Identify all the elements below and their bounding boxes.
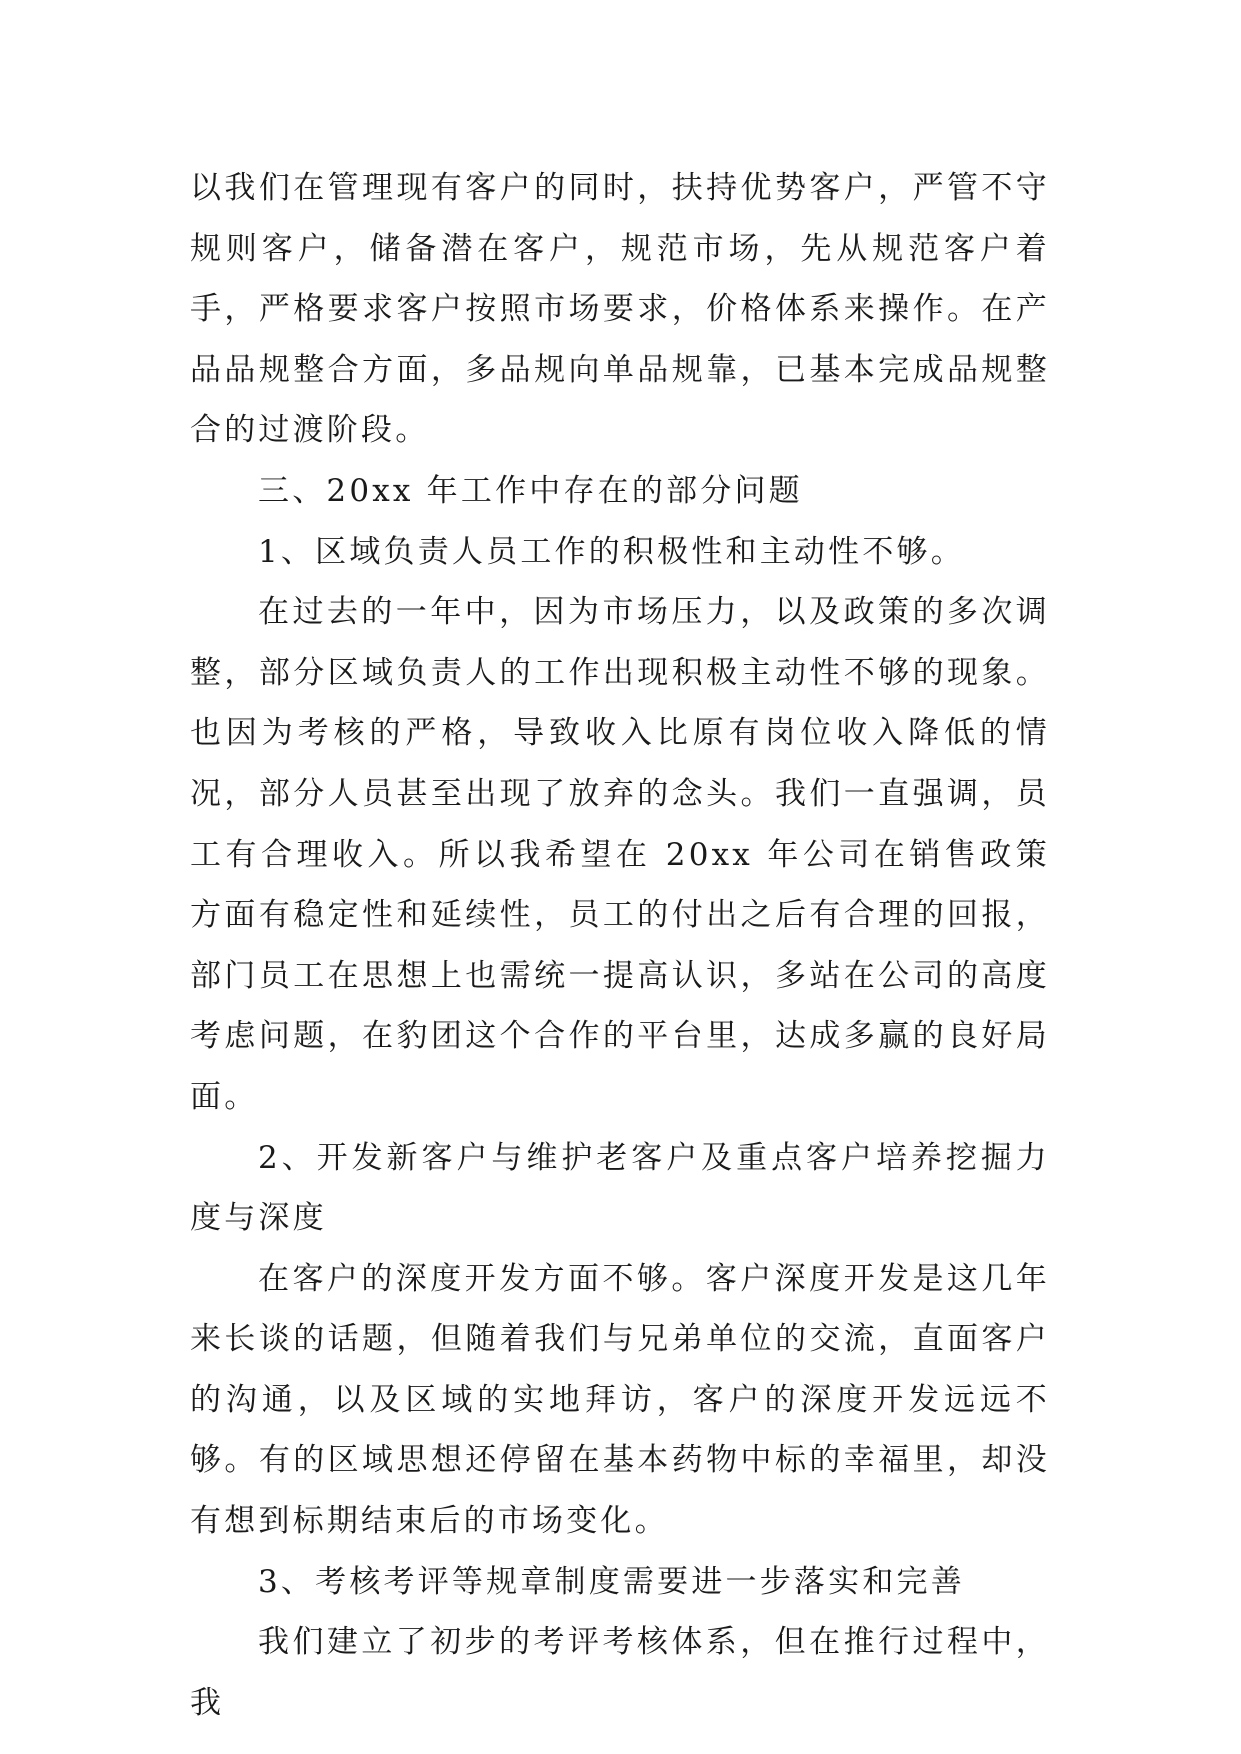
document-body [190, 158, 1050, 1733]
paragraph-item-2: 在客户的深度开发方面不够。客户深度开发是这几年来长谈的话题，但随着我们与兄弟单位的交流，直面客户的沟通，以及区域的实地拜访，客户的深度开发远远不够。有的区域思想还停留在基本药物中标的幸福里，却没有想到标期结束后的市场变化。 [190, 1260, 1050, 1540]
paragraph-continuation: 以我们在管理现有客户的同时，扶持优势客户，严管不守规则客户，储备潜在客户，规范市场，先从规范客户着手，严格要求客户按照市场要求，价格体系来操作。在产品品规整合方面，多品规向单品规靠，已基本完成品规整合的过渡阶段。 [190, 170, 1050, 449]
paragraph-item-3: 我们建立了初步的考评考核体系，但在推行过程中，我 [190, 1624, 1050, 1721]
paragraph-item-1: 在过去的一年中，因为市场压力，以及政策的多次调整，部分区域负责人的工作出现积极主动性不够的现象。也因为考核的严格，导致收入比原有岗位收入降低的情况，部分人员甚至出现了放弃的念头。我们一直强调，员工有合理收入。所以我希望在 20xx 年公司在销售政策方面有稳定性和延续性，员工的付出之后有合理的回报，部门员工在思想上也需统一提高认识，多站在公司的高度考虑问题，在豹团这个合作的平台里，达成多赢的良好局面。 [190, 594, 1050, 1115]
section-heading-problems: 三、20xx 年工作中存在的部分问题 [258, 472, 803, 509]
subheading-item-2: 2、开发新客户与维护老客户及重点客户培养挖掘力度与深度 [190, 1139, 1050, 1237]
subheading-item-1: 1、区域负责人员工作的积极性和主动性不够。 [258, 533, 965, 570]
subheading-item-3: 3、考核考评等规章制度需要进一步落实和完善 [258, 1563, 965, 1600]
